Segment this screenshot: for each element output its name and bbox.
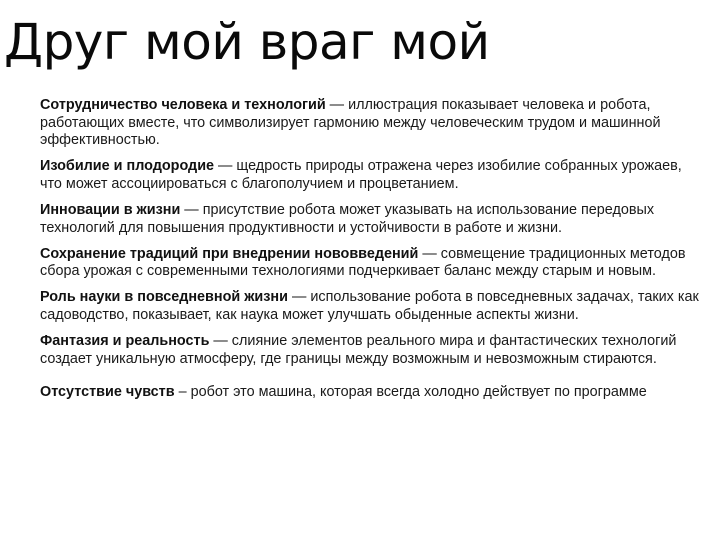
page-title: Друг мой враг мой: [4, 13, 490, 71]
item-text: — совмещение традиционных методов сбора урожая с современными технологиями подчеркивает баланс между старым и новым.: [40, 245, 686, 280]
item-text: — щедрость природы отражена через изобилие собранных урожаев, что может ассоциироваться с благополучием и процветанием.: [40, 158, 682, 192]
list-item: [40, 97, 700, 150]
item-heading: Фантазия и реальность: [40, 333, 210, 350]
item-text: — использование робота в повседневных задачах, таких как садоводство, показывает, как наука может улучшать обыденные аспекты жизни.: [40, 289, 699, 323]
item-heading: Роль науки в повседневной жизни: [40, 289, 288, 306]
item-heading: Отсутствие чувств: [40, 384, 175, 401]
list-item: [40, 384, 700, 402]
item-text: — присутствие робота может указывать на использование передовых технологий для повышения продуктивности и устойчивости в работе и жизни.: [40, 201, 655, 236]
item-text: – робот это машина, которая всегда холодно действует по программе: [174, 384, 647, 401]
content-list: [40, 97, 700, 410]
item-heading: Сохранение традиций при внедрении нововведений: [40, 245, 419, 262]
item-heading: Изобилие и плодородие: [40, 158, 215, 175]
item-heading: Инновации в жизни: [40, 201, 181, 218]
list-item: [40, 289, 700, 324]
item-text: — слияние элементов реального мира и фантастических технологий создает уникальную атмосферу, где границы между возможным и невозможным стираются.: [40, 333, 677, 367]
list-item: [40, 158, 700, 193]
item-heading: Сотрудничество человека и технологий: [40, 97, 326, 113]
list-item: [40, 333, 700, 368]
list-item: [40, 246, 700, 281]
item-text: — иллюстрация показывает человека и робота, работающих вместе, что символизирует гармонию между человеческим трудом и машинной эффективностью.: [40, 97, 661, 149]
list-item: [40, 202, 700, 237]
